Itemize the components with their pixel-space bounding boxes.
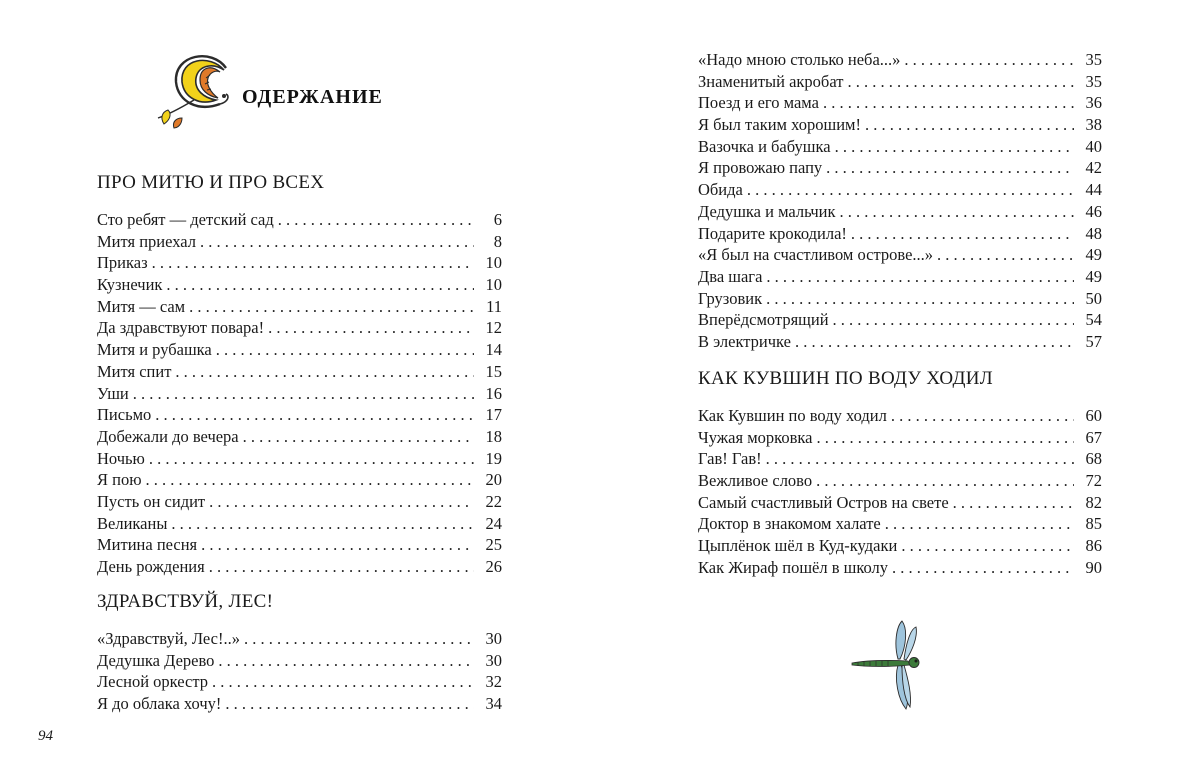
toc-leader-dots <box>953 493 1074 513</box>
toc-leader-dots <box>146 470 474 490</box>
toc-leader-dots <box>209 557 474 577</box>
toc-entry-title: Митя спит <box>97 361 172 381</box>
toc-entry-page: 49 <box>1085 245 1102 265</box>
toc-leader-dots <box>840 202 1074 222</box>
toc-entry-title: Уши <box>97 383 129 403</box>
toc-entry-title: Кузнечик <box>97 275 163 295</box>
toc-entry-page: 60 <box>1085 406 1102 425</box>
toc-leader-dots <box>891 406 1074 426</box>
toc-entry-title: «Надо мною столько неба...» <box>698 50 901 69</box>
toc-entry-page: 11 <box>486 296 502 316</box>
toc-entry-title: День рождения <box>97 557 205 576</box>
toc-entry-page: 14 <box>485 340 502 360</box>
toc-entry-page: 30 <box>485 629 502 648</box>
toc-entry-page: 86 <box>1085 536 1102 556</box>
toc-entry <box>698 310 1102 332</box>
toc-entry-title: Вперёдсмотрящий <box>698 310 829 330</box>
toc-entry-title: Как Кувшин по воду ходил <box>698 406 887 425</box>
toc-entry <box>698 449 1102 471</box>
toc-entry-page: 46 <box>1085 201 1102 221</box>
toc-leader-dots <box>201 535 474 555</box>
toc-entry <box>698 428 1102 450</box>
toc-entry <box>698 158 1102 180</box>
toc-entry-page: 10 <box>485 253 502 273</box>
toc-entry <box>698 536 1102 558</box>
toc-entry <box>698 267 1102 289</box>
toc-list-les-continued <box>698 50 1102 354</box>
toc-entry-page: 35 <box>1085 50 1102 69</box>
toc-leader-dots <box>225 694 474 714</box>
toc-leader-dots <box>149 449 474 469</box>
toc-entry-title: В электричке <box>698 331 791 351</box>
toc-entry-title: Подарите крокодила! <box>698 223 847 243</box>
toc-leader-dots <box>847 72 1074 92</box>
toc-entry-title: Ночью <box>97 448 145 468</box>
toc-entry-page: 85 <box>1085 514 1102 534</box>
toc-entry-page: 20 <box>485 470 502 490</box>
toc-entry-title: Митя — сам <box>97 296 186 316</box>
toc-entry <box>698 289 1102 311</box>
toc-entry <box>698 514 1102 536</box>
toc-entry <box>97 297 502 319</box>
toc-entry-title: «Здравствуй, Лес!..» <box>97 629 240 648</box>
toc-entry-title: Добежали до вечера <box>97 426 239 446</box>
toc-entry-page: 19 <box>485 448 502 468</box>
toc-leader-dots <box>175 362 474 382</box>
toc-entry-title: Вежливое слово <box>698 471 813 491</box>
toc-leader-dots <box>833 310 1074 330</box>
toc-entry-page: 50 <box>1085 288 1102 308</box>
right-page <box>600 0 1200 780</box>
toc-leader-dots <box>851 224 1074 244</box>
toc-entry-title: Я пою <box>97 470 142 490</box>
toc-entry-title: Грузовик <box>698 288 763 308</box>
section-title-kuvshin: КАК КУВШИН ПО ВОДУ ХОДИЛ <box>698 368 993 389</box>
dragonfly-icon <box>848 615 928 715</box>
toc-leader-dots <box>892 558 1074 578</box>
toc-leader-dots <box>133 384 474 404</box>
toc-leader-dots <box>937 245 1074 265</box>
toc-entry-page: 72 <box>1085 471 1102 491</box>
section-title-mitya: ПРО МИТЮ И ПРО ВСЕХ <box>97 172 325 193</box>
toc-entry-page: 35 <box>1085 71 1102 91</box>
page-number: 94 <box>38 728 53 744</box>
toc-entry-page: 36 <box>1085 93 1102 113</box>
toc-list-kuvshin <box>698 406 1102 580</box>
toc-entry <box>97 449 502 471</box>
toc-entry <box>97 651 502 673</box>
toc-entry-page: 67 <box>1085 427 1102 447</box>
toc-leader-dots <box>218 651 474 671</box>
section-title-les: ЗДРАВСТВУЙ, ЛЕС! <box>97 591 274 612</box>
toc-leader-dots <box>823 93 1074 113</box>
toc-entry <box>698 406 1102 428</box>
toc-entry <box>97 405 502 427</box>
toc-entry <box>97 210 502 232</box>
toc-entry-page: 48 <box>1085 223 1102 243</box>
toc-entry-page: 40 <box>1085 136 1102 156</box>
toc-entry-page: 38 <box>1085 115 1102 135</box>
toc-entry <box>97 275 502 297</box>
toc-entry <box>97 427 502 449</box>
toc-entry-title: Я до облака хочу! <box>97 694 222 714</box>
toc-entry <box>97 384 502 406</box>
toc-leader-dots <box>200 232 474 252</box>
toc-entry-title: Великаны <box>97 513 168 533</box>
toc-entry-page: 16 <box>485 383 502 403</box>
toc-entry-title: Вазочка и бабушка <box>698 136 831 156</box>
toc-entry <box>97 340 502 362</box>
toc-leader-dots <box>885 514 1074 534</box>
toc-entry-title: Я был таким хорошим! <box>698 115 861 135</box>
heading-text: ОДЕРЖАНИЕ <box>242 86 383 108</box>
toc-leader-dots <box>795 332 1074 352</box>
toc-leader-dots <box>816 471 1074 491</box>
toc-entry <box>97 232 502 254</box>
toc-entry-page: 30 <box>485 650 502 670</box>
toc-entry-title: Как Жираф пошёл в школу <box>698 557 889 577</box>
toc-entry-page: 34 <box>485 694 502 714</box>
toc-leader-dots <box>243 427 474 447</box>
toc-entry-title: Сто ребят — детский сад <box>97 210 274 229</box>
toc-entry-title: Приказ <box>97 253 148 273</box>
toc-leader-dots <box>826 158 1074 178</box>
toc-entry <box>698 72 1102 94</box>
toc-entry-title: Гав! Гав! <box>698 449 762 469</box>
toc-entry-page: 26 <box>485 557 502 576</box>
toc-entry-title: Знаменитый акробат <box>698 71 844 91</box>
toc-entry <box>698 493 1102 515</box>
toc-entry <box>97 362 502 384</box>
toc-entry-page: 49 <box>1085 266 1102 286</box>
toc-entry <box>97 514 502 536</box>
toc-list-mitya <box>97 210 502 579</box>
toc-entry-title: Доктор в знакомом халате <box>698 514 881 534</box>
toc-entry <box>698 245 1102 267</box>
toc-leader-dots <box>766 267 1074 287</box>
toc-leader-dots <box>865 115 1074 135</box>
toc-leader-dots <box>835 137 1074 157</box>
toc-entry <box>698 332 1102 354</box>
toc-entry-title: «Я был на счастливом острове...» <box>698 245 934 265</box>
toc-entry <box>698 202 1102 224</box>
toc-entry-title: Письмо <box>97 405 152 425</box>
toc-leader-dots <box>171 514 474 534</box>
toc-leader-dots <box>166 275 474 295</box>
toc-entry <box>698 224 1102 246</box>
toc-entry-page: 12 <box>485 318 502 338</box>
toc-entry <box>97 470 502 492</box>
toc-entry-page: 18 <box>485 426 502 446</box>
toc-entry <box>97 492 502 514</box>
toc-entry <box>97 318 502 340</box>
toc-entry-title: Пусть он сидит <box>97 491 206 511</box>
toc-entry-page: 15 <box>485 361 502 381</box>
toc-entry-page: 24 <box>485 513 502 533</box>
toc-entry <box>97 253 502 275</box>
toc-entry <box>698 50 1102 72</box>
toc-entry-page: 22 <box>485 491 502 511</box>
toc-entry-title: Два шага <box>698 266 763 286</box>
contents-heading <box>150 48 410 138</box>
toc-entry-title: Обида <box>698 180 743 200</box>
toc-leader-dots <box>216 340 474 360</box>
toc-entry-title: Дедушка и мальчик <box>698 201 836 221</box>
toc-entry-page: 17 <box>485 405 502 425</box>
toc-leader-dots <box>244 629 474 649</box>
toc-entry <box>698 137 1102 159</box>
toc-entry-page: 42 <box>1085 158 1102 178</box>
toc-leader-dots <box>747 180 1074 200</box>
toc-entry-title: Дедушка Дерево <box>97 650 215 670</box>
toc-entry-page: 44 <box>1085 180 1102 200</box>
toc-leader-dots <box>901 536 1074 556</box>
toc-entry-page: 90 <box>1085 557 1102 577</box>
toc-list-les <box>97 629 502 716</box>
toc-entry-page: 68 <box>1085 449 1102 469</box>
toc-entry-page: 82 <box>1085 492 1102 512</box>
toc-entry-page: 6 <box>493 210 502 229</box>
toc-entry-page: 10 <box>485 275 502 295</box>
toc-entry-title: Митина песня <box>97 535 198 555</box>
toc-leader-dots <box>766 449 1074 469</box>
toc-entry <box>698 115 1102 137</box>
toc-leader-dots <box>212 672 474 692</box>
toc-entry-title: Цыплёнок шёл в Куд-кудаки <box>698 536 898 556</box>
toc-entry-title: Чужая морковка <box>698 427 813 447</box>
toc-entry <box>97 535 502 557</box>
toc-entry <box>698 180 1102 202</box>
toc-entry-title: Митя приехал <box>97 231 196 251</box>
toc-leader-dots <box>209 492 474 512</box>
toc-entry-page: 25 <box>485 535 502 555</box>
toc-leader-dots <box>766 289 1074 309</box>
toc-entry <box>97 629 502 651</box>
toc-leader-dots <box>155 405 474 425</box>
toc-entry <box>97 557 502 579</box>
toc-entry <box>698 558 1102 580</box>
toc-leader-dots <box>189 297 474 317</box>
toc-leader-dots <box>152 253 474 273</box>
toc-entry-title: Самый счастливый Остров на свете <box>698 492 949 512</box>
toc-entry-page: 32 <box>485 672 502 692</box>
toc-entry-title: Лесной оркестр <box>97 672 208 692</box>
toc-entry <box>97 672 502 694</box>
toc-leader-dots <box>278 210 474 230</box>
toc-entry-page: 54 <box>1085 310 1102 330</box>
toc-entry <box>97 694 502 716</box>
toc-leader-dots <box>904 50 1074 70</box>
toc-entry-title: Я провожаю папу <box>698 158 823 178</box>
toc-entry-title: Митя и рубашка <box>97 340 212 360</box>
ornamental-initial-icon <box>150 48 245 138</box>
toc-entry <box>698 93 1102 115</box>
toc-leader-dots <box>816 428 1074 448</box>
toc-entry-title: Да здравствуют повара! <box>97 318 265 338</box>
toc-entry-page: 57 <box>1085 331 1102 351</box>
toc-leader-dots <box>268 318 474 338</box>
toc-entry-page: 8 <box>493 231 502 251</box>
toc-entry-title: Поезд и его мама <box>698 93 819 113</box>
toc-entry <box>698 471 1102 493</box>
